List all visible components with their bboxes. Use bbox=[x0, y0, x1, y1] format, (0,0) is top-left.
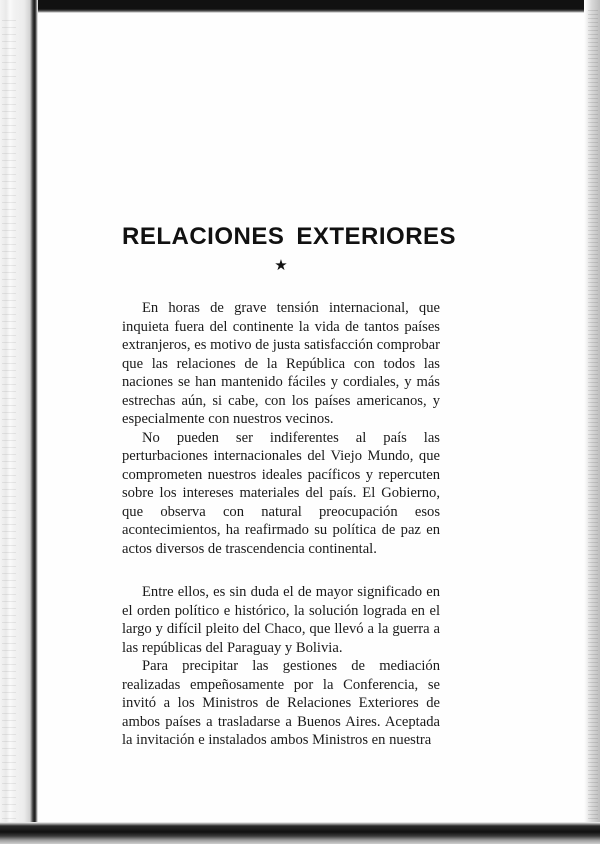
page-content bbox=[122, 222, 457, 750]
scan-border-bottom bbox=[0, 822, 600, 844]
scan-noise-left bbox=[2, 20, 16, 820]
paragraph: No pueden ser indiferentes al país las perturbaciones internacionales del Viejo Mundo, que comprometen nuestros ideales pacíficos y repercuten sobre los intereses materiales del país. El Gobierno, que observa con natural preocupación esos acontecimientos, ha reafirmado su política de paz en actos diversos de trascendencia continental. bbox=[122, 429, 440, 557]
title-word: EXTERIORES bbox=[296, 223, 457, 250]
paragraph: Para precipitar las gestiones de mediación realizadas empeñosamente por la Conferencia, se invitó a los Ministros de Relaciones Exteriores de ambos países a trasladarse a Buenos Aires. Aceptada la invitación e instalados ambos Ministros en nuestra bbox=[122, 658, 440, 748]
page-title bbox=[122, 222, 457, 252]
paragraph: En horas de grave tensión internacional, que inquieta fuera del continente la vida de tantos países extranjeros, es motivo de justa satisfacción comprobar que las relaciones de la República con todos las naciones se han mantenido fáciles y cordiales, y más estrechas aún, si cabe, con los países americanos, y especialmente con nuestros vecinos. bbox=[122, 300, 440, 427]
text-block bbox=[122, 583, 440, 750]
paragraph: Entre ellos, es sin duda el de mayor significado en el orden político e histórico, la solución lograda en el largo y difícil pleito del Chaco, que llevó a la guerra a las repúblicas del Paraguay y Bolivia. bbox=[122, 584, 440, 656]
title-word: RELACIONES bbox=[122, 223, 285, 250]
scan-border-top bbox=[0, 0, 600, 13]
text-block bbox=[122, 299, 440, 558]
star-ornament: ★ bbox=[274, 258, 288, 274]
scan-noise-right bbox=[588, 10, 598, 840]
